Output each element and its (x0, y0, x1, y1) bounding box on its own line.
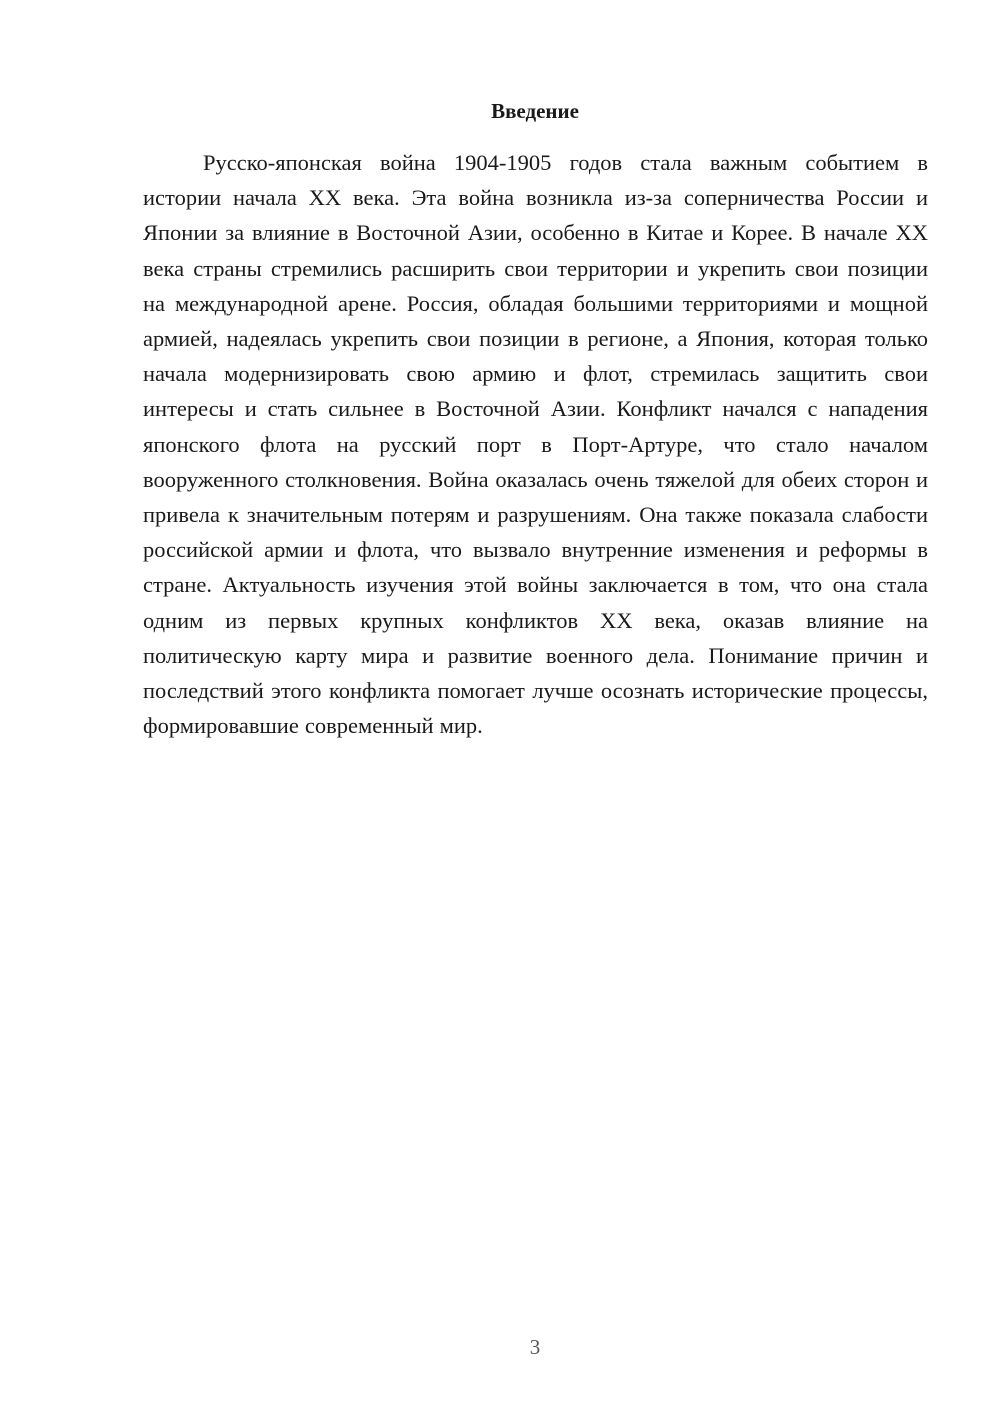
body-paragraph: Русско-японская война 1904-1905 годов стала важным событием в истории начала XX века. Эта война возникла из-за соперничества России и Японии за влияние в Восточной Азии, особенно в Китае и Корее. В начале XX века страны стремились расширить свои территории и укрепить свои позиции на международной арене. Россия, обладая большими территориями и мощной армией, надеялась укрепить свои позиции в регионе, а Япония, которая только начала модернизировать свою армию и флот, стремилась защитить свои интересы и стать сильнее в Восточной Азии. Конфликт начался с нападения японского флота на русский порт в Порт-Артуре, что стало началом вооруженного столкновения. Война оказалась очень тяжелой для обеих сторон и привела к значительным потерям и разрушениям. Она также показала слабости российской армии и флота, что вызвало внутренние изменения и реформы в стране. Актуальность изучения этой войны заключается в том, что она стала одним из первых крупных конфликтов XX века, оказав влияние на политическую карту мира и развитие военного дела. Понимание причин и последствий этого конфликта помогает лучше осознать исторические процессы, формировавшие современный мир. (143, 150, 928, 739)
page-number: 3 (529, 1335, 541, 1359)
section-heading: Введение (491, 99, 579, 123)
